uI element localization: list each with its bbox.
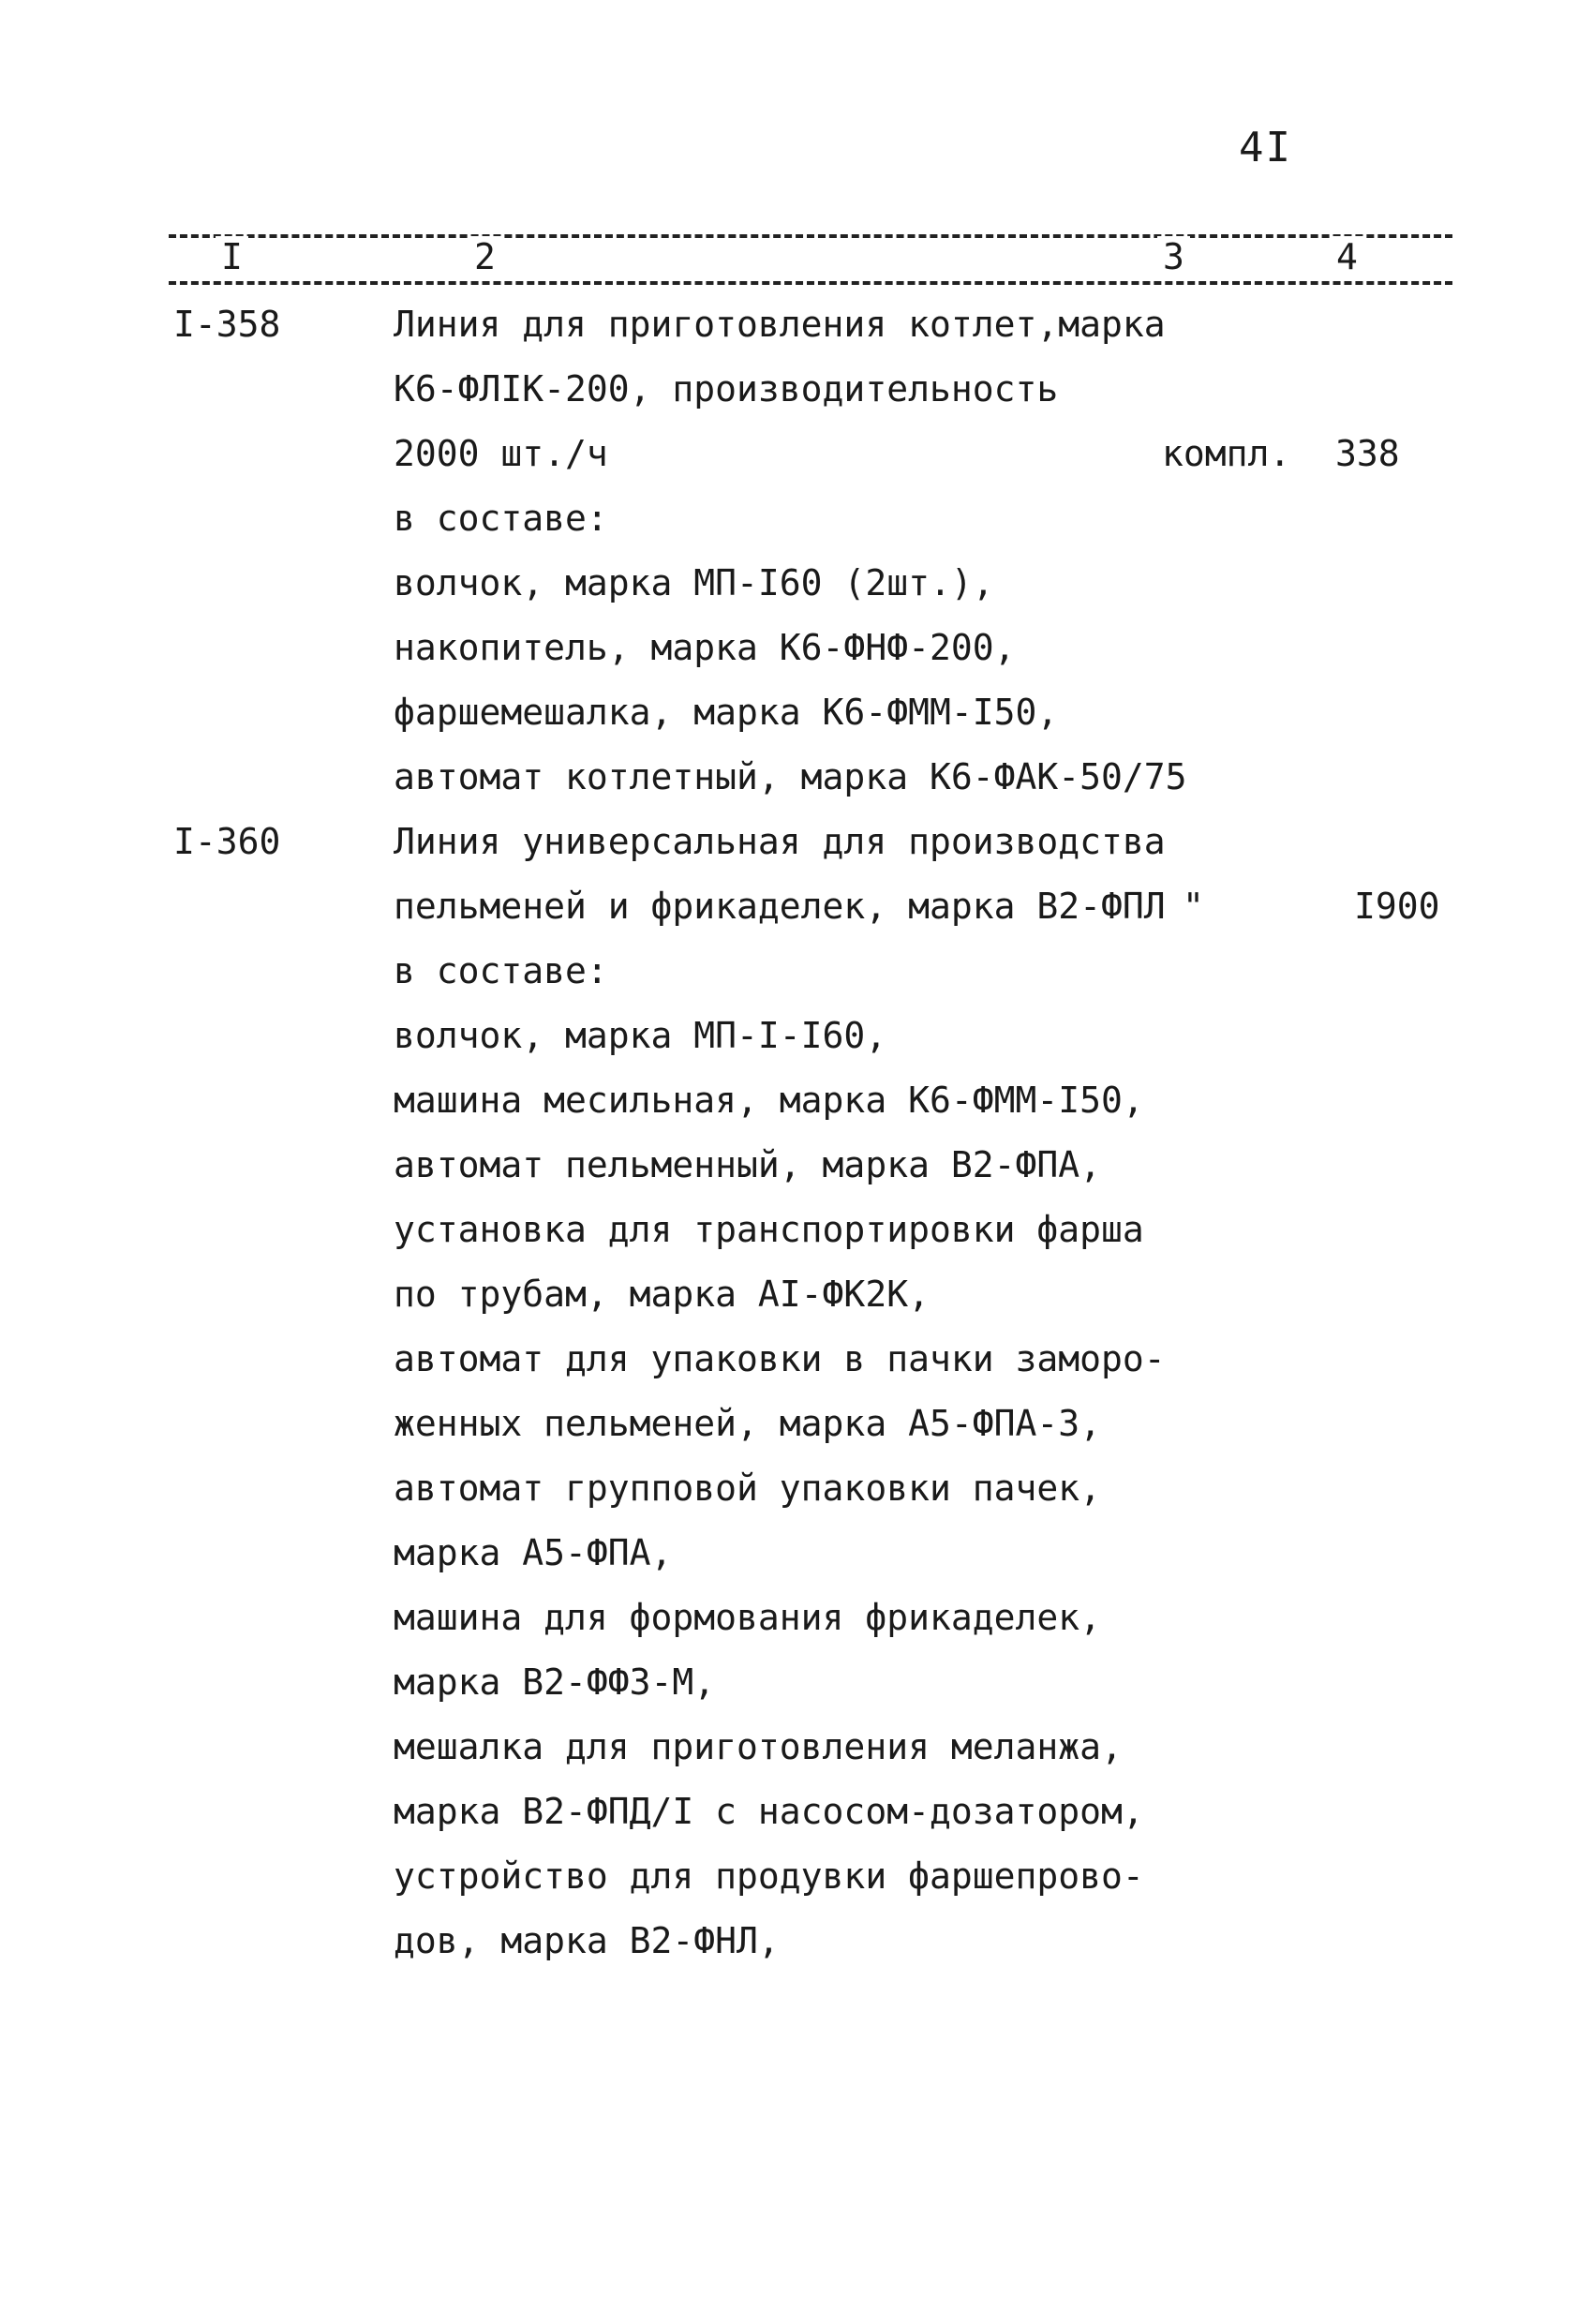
entry-line: автомат котлетный, марка К6-ФАК-50/75: [394, 756, 1187, 797]
entry-line: волчок, марка МП-I-I60,: [394, 1015, 887, 1056]
entry-line: машина для формования фрикаделек,: [394, 1597, 1101, 1638]
entry-line: марка В2-ФФЗ-М,: [394, 1661, 716, 1703]
entry-line: марка А5-ФПА,: [394, 1532, 673, 1573]
entry-line: в составе:: [394, 498, 608, 539]
table-header-rule-bottom: [169, 281, 1452, 285]
column-header-2: 2: [469, 236, 501, 277]
entry-code: I-358: [173, 304, 281, 345]
entry-line: автомат пельменный, марка В2-ФПА,: [394, 1144, 1101, 1185]
entry-line: фаршемешалка, марка К6-ФММ-I50,: [394, 692, 1059, 733]
entry-line: установка для транспортировки фарша: [394, 1209, 1144, 1250]
entry-line: волчок, марка МП-I60 (2шт.),: [394, 562, 994, 603]
entry-line: Линия для приготовления котлет,марка: [394, 304, 1166, 345]
entry-line: автомат для упаковки в пачки заморо-: [394, 1338, 1166, 1379]
entry-line: марка В2-ФПД/I с насосом-дозатором,: [394, 1791, 1144, 1832]
entry-line: мешалка для приготовления меланжа,: [394, 1726, 1123, 1767]
entry-line: Линия универсальная для производства: [394, 821, 1166, 862]
entry-line: 2000 шт./ч: [394, 433, 608, 474]
entry-qty: 338: [1335, 433, 1400, 474]
entry-code: I-360: [173, 821, 281, 862]
column-header-1: I: [216, 236, 248, 277]
entry-unit: компл.: [1162, 433, 1291, 474]
column-header-4: 4: [1331, 236, 1363, 277]
entry-line: машина месильная, марка К6-ФММ-I50,: [394, 1080, 1144, 1121]
entry-line: по трубам, марка АI-ФК2К,: [394, 1274, 930, 1315]
entry-line: дов, марка В2-ФНЛ,: [394, 1920, 780, 1961]
entry-line: устройство для продувки фаршепрово-: [394, 1855, 1144, 1897]
entry-unit: ": [1183, 886, 1204, 927]
entry-line: пельменей и фрикаделек, марка В2-ФПЛ: [394, 886, 1166, 927]
entry-line: женных пельменей, марка А5-ФПА-3,: [394, 1403, 1101, 1444]
column-header-3: 3: [1157, 236, 1190, 277]
table-header-rule-top: [169, 234, 1452, 238]
entry-line: накопитель, марка К6-ФНФ-200,: [394, 627, 1016, 668]
entry-line: в составе:: [394, 950, 608, 991]
page-number: 4I: [1239, 124, 1292, 171]
entry-qty: I900: [1354, 886, 1440, 927]
entry-line: К6-ФЛIК-200, производительность: [394, 368, 1059, 410]
entry-line: автомат групповой упаковки пачек,: [394, 1467, 1101, 1509]
